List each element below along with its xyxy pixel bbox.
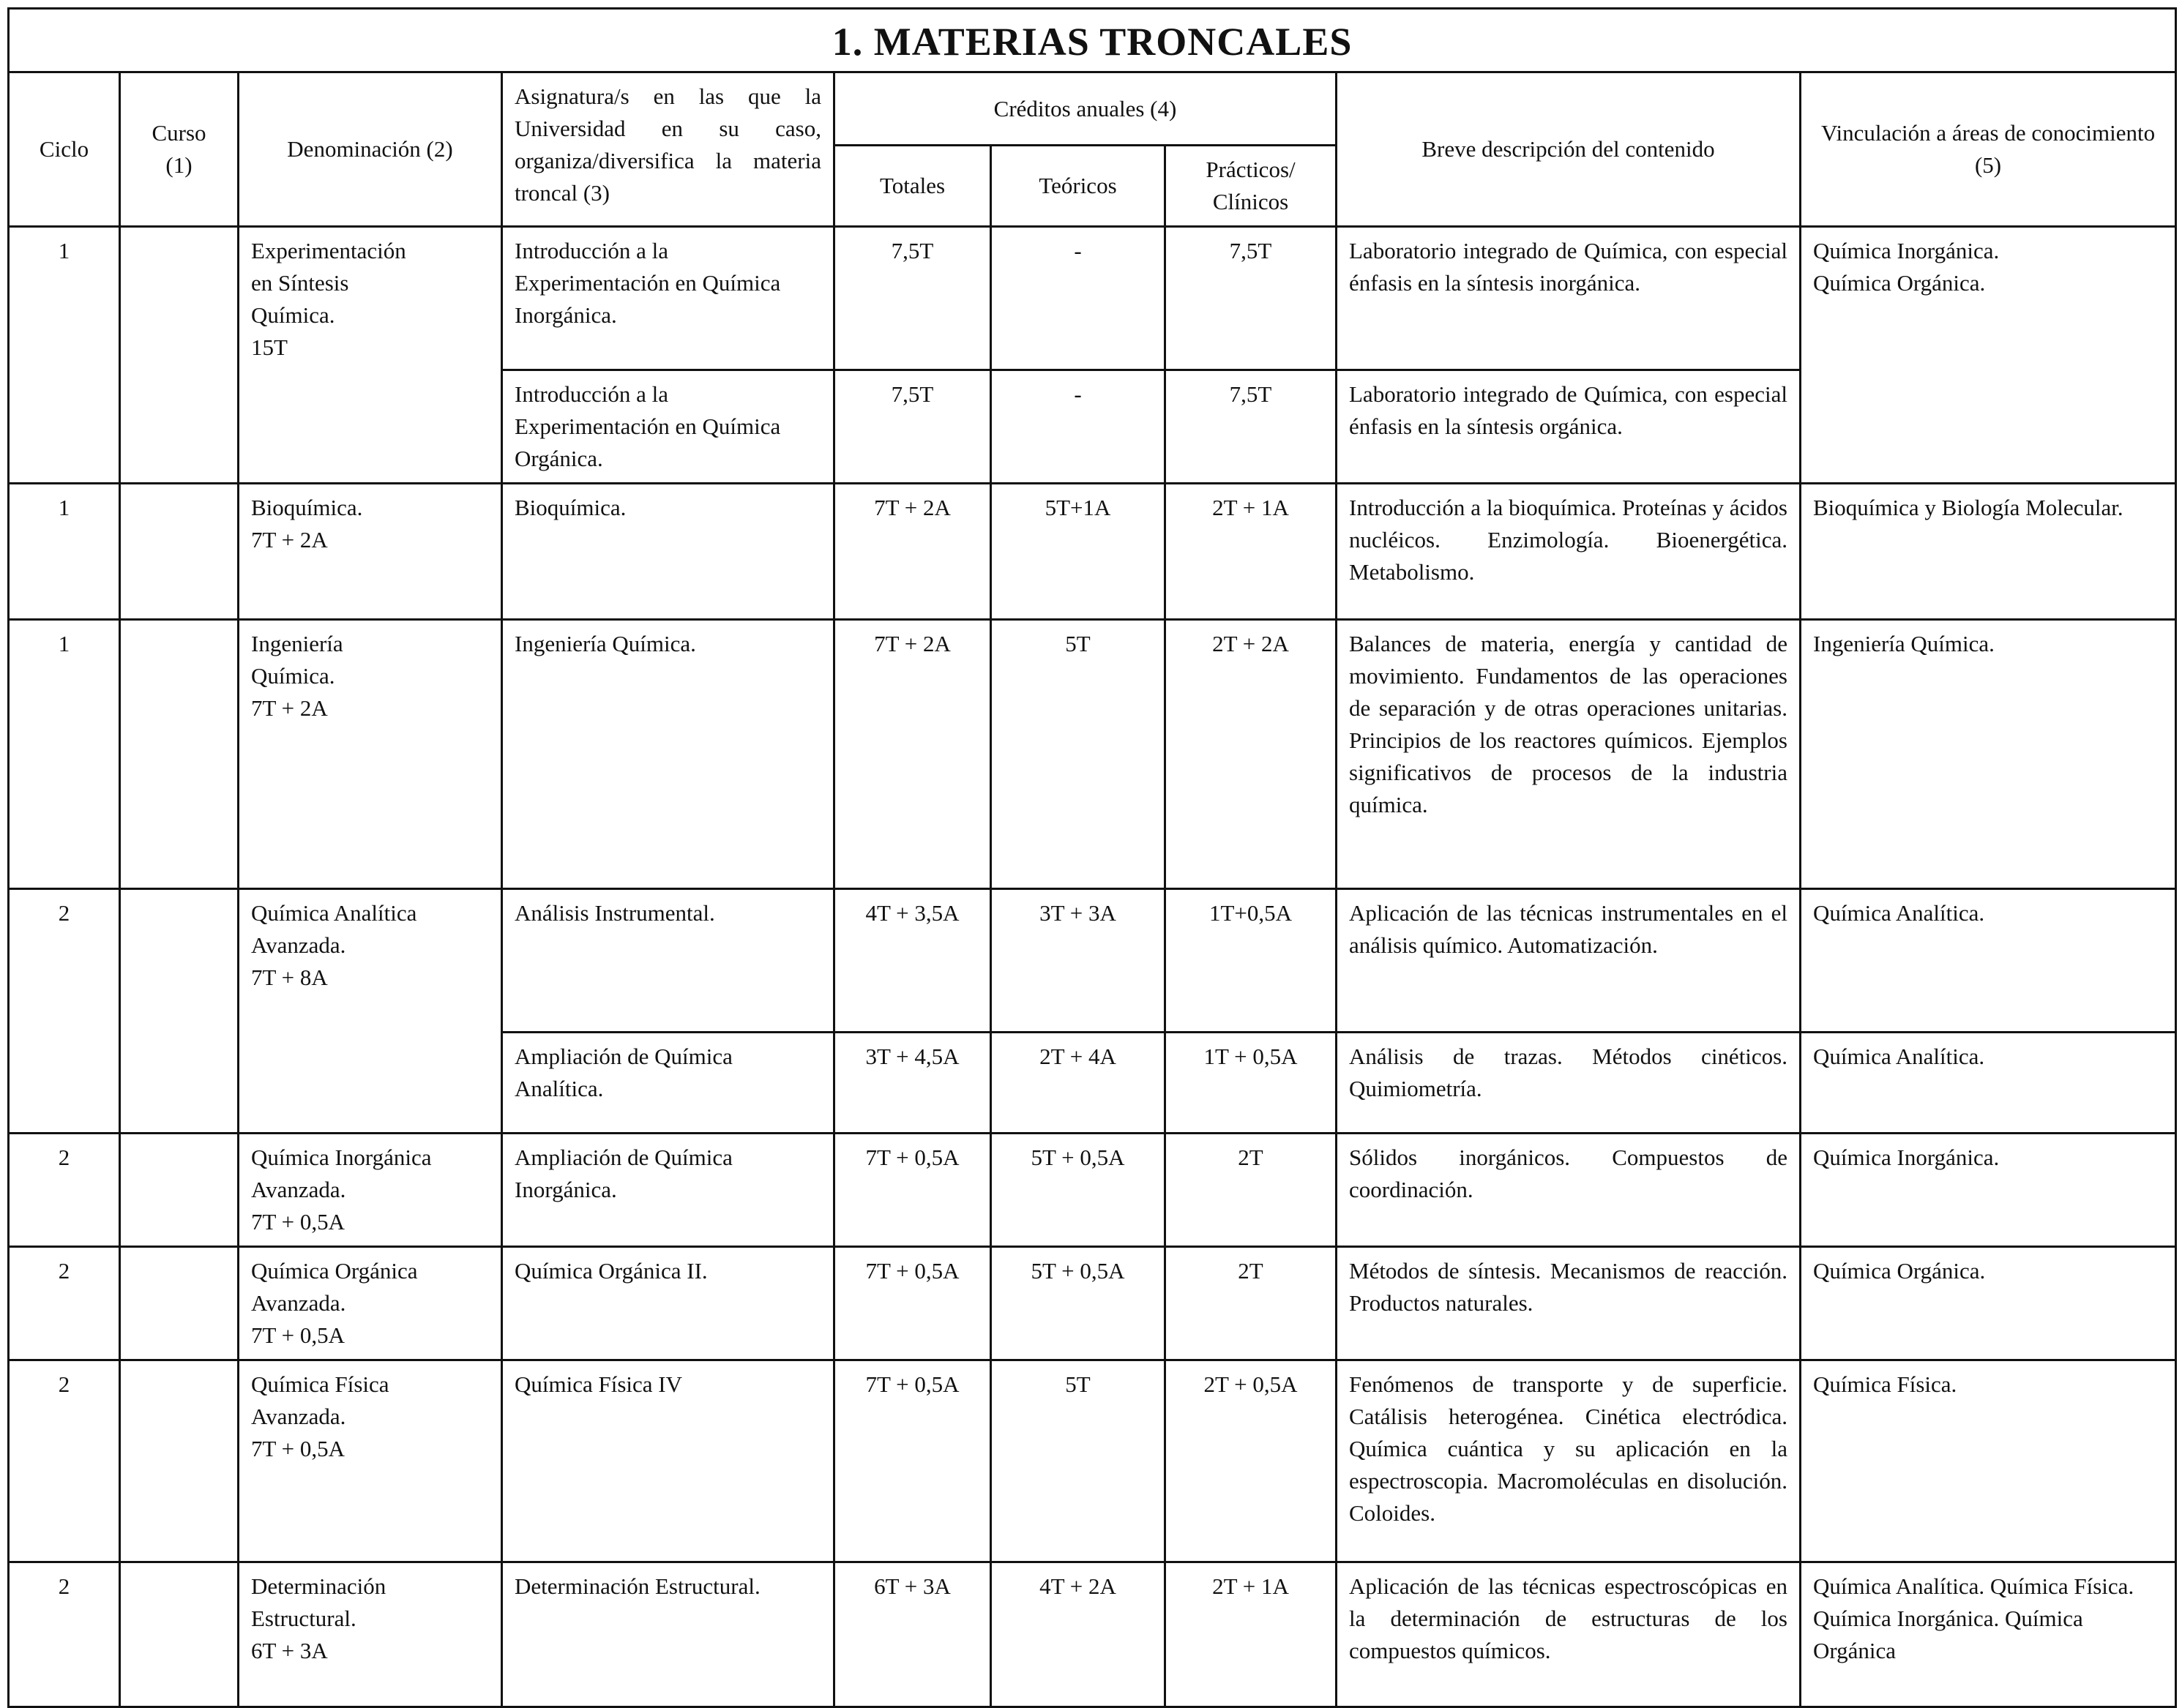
header-totales: Totales [834, 146, 991, 227]
teoricos-cell: 2T + 4A [991, 1033, 1165, 1134]
curso-cell [120, 889, 239, 1134]
denominacion-cell: Determinación Estructural. 6T + 3A [239, 1562, 502, 1707]
denominacion-cell: Química Orgánica Avanzada. 7T + 0,5A [239, 1247, 502, 1360]
asignatura-cell: Ampliación de Química Analítica. [502, 1033, 834, 1134]
denominacion-cell: Química Analítica Avanzada. 7T + 8A [239, 889, 502, 1134]
descripcion-cell: Laboratorio integrado de Química, con especial énfasis en la síntesis orgánica. [1337, 370, 1801, 484]
table-row [9, 620, 2176, 889]
header-vinculacion: Vinculación a áreas de conocimiento (5) [1801, 72, 2176, 227]
table-row [9, 1562, 2176, 1707]
header-practicos: Prácticos/ Clínicos [1165, 146, 1337, 227]
curso-cell [120, 1247, 239, 1360]
teoricos-cell: 4T + 2A [991, 1562, 1165, 1707]
teoricos-cell: 5T+1A [991, 484, 1165, 620]
vinculacion-cell: Ingeniería Química. [1801, 620, 2176, 889]
descripcion-cell: Análisis de trazas. Métodos cinéticos. Quimiometría. [1337, 1033, 1801, 1134]
header-descripcion: Breve descripción del contenido [1337, 72, 1801, 227]
descripcion-cell: Fenómenos de transporte y de superficie. Catálisis heterogénea. Cinética electródica. Química cuántica y su aplicación en la espectroscopia. Macromoléculas en disolución. Coloides. [1337, 1360, 1801, 1562]
practicos-cell: 7,5T [1165, 227, 1337, 370]
table-body [9, 227, 2176, 1707]
totales-cell: 7T + 0,5A [834, 1134, 991, 1247]
descripcion-cell: Aplicación de las técnicas espectroscópicas en la determinación de estructuras de los compuestos químicos. [1337, 1562, 1801, 1707]
vinculacion-cell: Química Analítica. [1801, 889, 2176, 1033]
descripcion-cell: Aplicación de las técnicas instrumentales en el análisis químico. Automatización. [1337, 889, 1801, 1033]
totales-cell: 7T + 2A [834, 620, 991, 889]
totales-cell: 7T + 0,5A [834, 1360, 991, 1562]
teoricos-cell: 5T [991, 620, 1165, 889]
document-sheet [7, 7, 2175, 1708]
table-row [9, 1247, 2176, 1360]
table-row [9, 1360, 2176, 1562]
ciclo-cell: 2 [9, 1360, 120, 1562]
practicos-cell: 7,5T [1165, 370, 1337, 484]
ciclo-cell: 1 [9, 620, 120, 889]
descripcion-cell: Introducción a la bioquímica. Proteínas y ácidos nucléicos. Enzimología. Bioenergética. Metabolismo. [1337, 484, 1801, 620]
vinculacion-cell: Química Inorgánica. Química Orgánica. [1801, 227, 2176, 484]
asignatura-cell: Ingeniería Química. [502, 620, 834, 889]
table-row [9, 1134, 2176, 1247]
asignatura-cell: Química Orgánica II. [502, 1247, 834, 1360]
practicos-cell: 2T + 2A [1165, 620, 1337, 889]
practicos-cell: 2T [1165, 1247, 1337, 1360]
page-title: 1. MATERIAS TRONCALES [9, 9, 2176, 72]
ciclo-cell: 2 [9, 1134, 120, 1247]
asignatura-cell: Bioquímica. [502, 484, 834, 620]
descripcion-cell: Balances de materia, energía y cantidad de movimiento. Fundamentos de las operaciones de separación y de otras operaciones unitarias. Principios de los reactores químicos. Ejemplos significativos de procesos de la industria química. [1337, 620, 1801, 889]
totales-cell: 7T + 0,5A [834, 1247, 991, 1360]
totales-cell: 7T + 2A [834, 484, 991, 620]
denominacion-cell: Química Inorgánica Avanzada. 7T + 0,5A [239, 1134, 502, 1247]
teoricos-cell: - [991, 227, 1165, 370]
vinculacion-cell: Química Analítica. Química Física. Química Inorgánica. Química Orgánica [1801, 1562, 2176, 1707]
asignatura-cell: Química Física IV [502, 1360, 834, 1562]
ciclo-cell: 2 [9, 1247, 120, 1360]
totales-cell: 6T + 3A [834, 1562, 991, 1707]
materias-table [7, 7, 2177, 1708]
ciclo-cell: 1 [9, 484, 120, 620]
vinculacion-cell: Bioquímica y Biología Molecular. [1801, 484, 2176, 620]
denominacion-cell: Experimentación en Síntesis Química. 15T [239, 227, 502, 484]
teoricos-cell: 3T + 3A [991, 889, 1165, 1033]
descripcion-cell: Sólidos inorgánicos. Compuestos de coordinación. [1337, 1134, 1801, 1247]
header-denominacion: Denominación (2) [239, 72, 502, 227]
denominacion-cell: Química Física Avanzada. 7T + 0,5A [239, 1360, 502, 1562]
practicos-cell: 2T + 0,5A [1165, 1360, 1337, 1562]
practicos-cell: 1T + 0,5A [1165, 1033, 1337, 1134]
asignatura-cell: Análisis Instrumental. [502, 889, 834, 1033]
totales-cell: 7,5T [834, 370, 991, 484]
teoricos-cell: 5T + 0,5A [991, 1134, 1165, 1247]
table-row [9, 484, 2176, 620]
practicos-cell: 2T + 1A [1165, 1562, 1337, 1707]
table-row [9, 889, 2176, 1033]
curso-cell [120, 227, 239, 484]
teoricos-cell: 5T [991, 1360, 1165, 1562]
practicos-cell: 2T [1165, 1134, 1337, 1247]
descripcion-cell: Laboratorio integrado de Química, con especial énfasis en la síntesis inorgánica. [1337, 227, 1801, 370]
ciclo-cell: 2 [9, 889, 120, 1134]
curso-cell [120, 1562, 239, 1707]
header-creditos: Créditos anuales (4) [834, 72, 1337, 146]
asignatura-cell: Introducción a la Experimentación en Química Orgánica. [502, 370, 834, 484]
vinculacion-cell: Química Inorgánica. [1801, 1134, 2176, 1247]
asignatura-cell: Ampliación de Química Inorgánica. [502, 1134, 834, 1247]
asignatura-cell: Introducción a la Experimentación en Química Inorgánica. [502, 227, 834, 370]
curso-cell [120, 484, 239, 620]
vinculacion-cell: Química Física. [1801, 1360, 2176, 1562]
vinculacion-cell: Química Orgánica. [1801, 1247, 2176, 1360]
totales-cell: 3T + 4,5A [834, 1033, 991, 1134]
practicos-cell: 2T + 1A [1165, 484, 1337, 620]
curso-cell [120, 1360, 239, 1562]
header-teoricos: Teóricos [991, 146, 1165, 227]
ciclo-cell: 1 [9, 227, 120, 484]
practicos-cell: 1T+0,5A [1165, 889, 1337, 1033]
totales-cell: 7,5T [834, 227, 991, 370]
ciclo-cell: 2 [9, 1562, 120, 1707]
denominacion-cell: Bioquímica. 7T + 2A [239, 484, 502, 620]
title-row [9, 9, 2176, 72]
curso-cell [120, 1134, 239, 1247]
descripcion-cell: Métodos de síntesis. Mecanismos de reacción. Productos naturales. [1337, 1247, 1801, 1360]
header-ciclo: Ciclo [9, 72, 120, 227]
header-asignatura: Asignatura/s en las que la Universidad en su caso, organiza/diversifica la materia troncal (3) [502, 72, 834, 227]
header-curso: Curso (1) [120, 72, 239, 227]
denominacion-cell: Ingeniería Química. 7T + 2A [239, 620, 502, 889]
vinculacion-cell: Química Analítica. [1801, 1033, 2176, 1134]
asignatura-cell: Determinación Estructural. [502, 1562, 834, 1707]
table-row [9, 227, 2176, 370]
teoricos-cell: 5T + 0,5A [991, 1247, 1165, 1360]
curso-cell [120, 620, 239, 889]
header-row-1 [9, 72, 2176, 146]
totales-cell: 4T + 3,5A [834, 889, 991, 1033]
teoricos-cell: - [991, 370, 1165, 484]
